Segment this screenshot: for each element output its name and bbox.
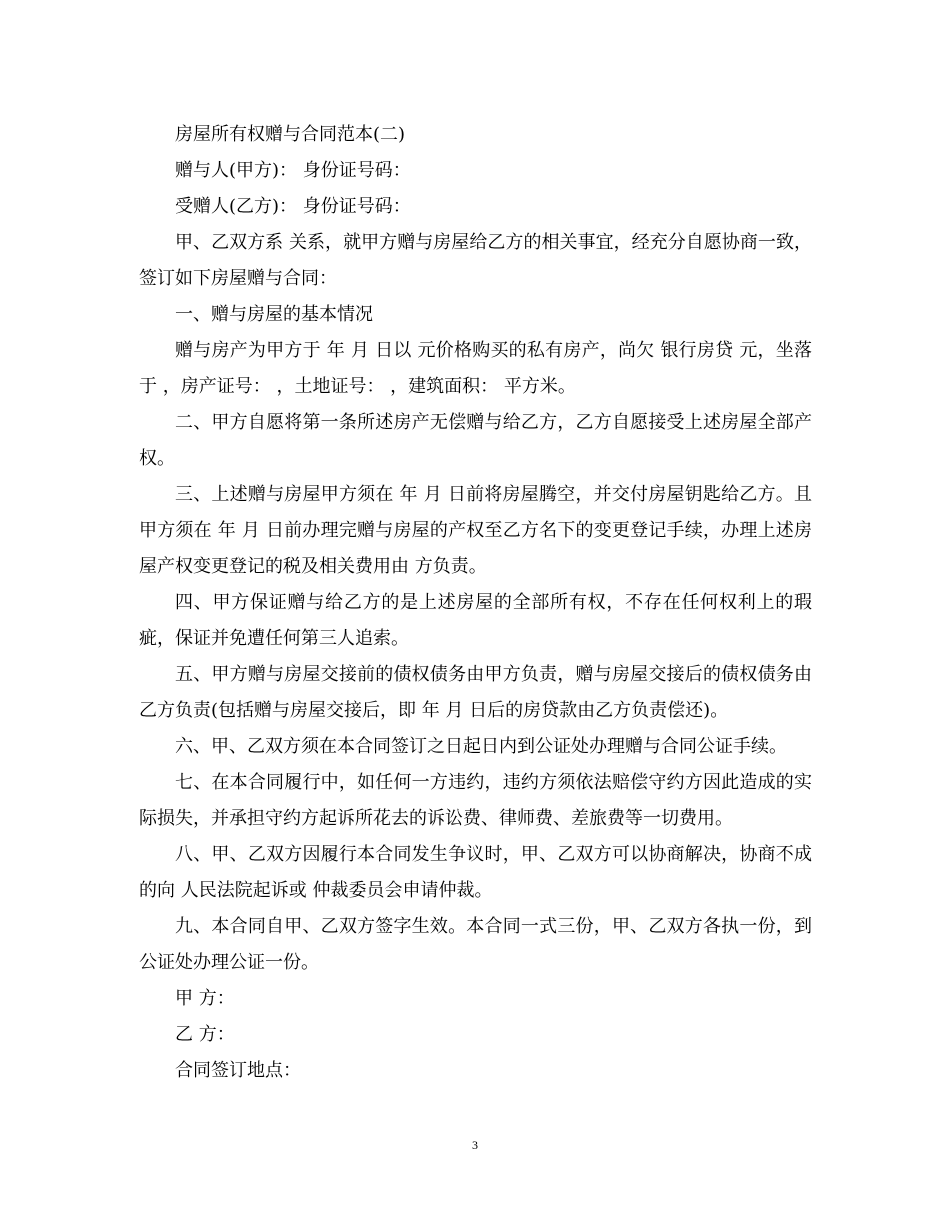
clause-5: 五、甲方赠与房屋交接前的债权债务由甲方负责，赠与房屋交接后的债权债务由乙方负责(包括赠与房屋交接后，即 年 月 日后的房贷款由乙方负责偿还)。 <box>139 664 812 721</box>
signing-location-line: 合同签订地点： <box>175 1060 301 1081</box>
document-body <box>139 117 812 1089</box>
party-a-signature-line: 甲 方： <box>175 988 235 1009</box>
preamble-paragraph: 甲、乙双方系 关系，就甲方赠与房屋给乙方的相关事宜，经充分自愿协商一致，签订如下房屋赠与合同： <box>139 232 812 289</box>
donor-line: 赠与人(甲方)： 身份证号码： <box>175 160 411 181</box>
party-b-signature-line: 乙 方： <box>175 1024 235 1045</box>
clause-9: 九、本合同自甲、乙双方签字生效。本合同一式三份，甲、乙双方各执一份，到公证处办理公证一份。 <box>139 916 812 973</box>
page-number: 3 <box>472 1138 478 1152</box>
clause-4: 四、甲方保证赠与给乙方的是上述房屋的全部所有权，不存在任何权利上的瑕疵，保证并免遭任何第三人追索。 <box>139 592 812 649</box>
clause-6: 六、甲、乙双方须在本合同签订之日起日内到公证处办理赠与合同公证手续。 <box>175 736 787 757</box>
clause-8: 八、甲、乙双方因履行本合同发生争议时，甲、乙双方可以协商解决，协商不成的向 人民法院起诉或 仲裁委员会申请仲裁。 <box>139 844 812 901</box>
clause-3: 三、上述赠与房屋甲方须在 年 月 日前将房屋腾空，并交付房屋钥匙给乙方。且甲方须在 年 月 日前办理完赠与房屋的产权至乙方名下的变更登记手续，办理上述房屋产权变更登记的税及相关费用由 方负责。 <box>139 484 812 577</box>
recipient-line: 受赠人(乙方)： 身份证号码： <box>175 196 411 217</box>
section-1-heading: 一、赠与房屋的基本情况 <box>175 304 373 325</box>
clause-7: 七、在本合同履行中，如任何一方违约，违约方须依法赔偿守约方因此造成的实际损失，并承担守约方起诉所花去的诉讼费、律师费、差旅费等一切费用。 <box>139 772 812 829</box>
property-details-paragraph: 赠与房产为甲方于 年 月 日以 元价格购买的私有房产，尚欠 银行房贷 元，坐落于 ，房产证号： ，土地证号： ，建筑面积： 平方米。 <box>139 340 812 397</box>
clause-2: 二、甲方自愿将第一条所述房产无偿赠与给乙方，乙方自愿接受上述房屋全部产权。 <box>139 412 812 469</box>
contract-title: 房屋所有权赠与合同范本(二) <box>175 124 406 145</box>
